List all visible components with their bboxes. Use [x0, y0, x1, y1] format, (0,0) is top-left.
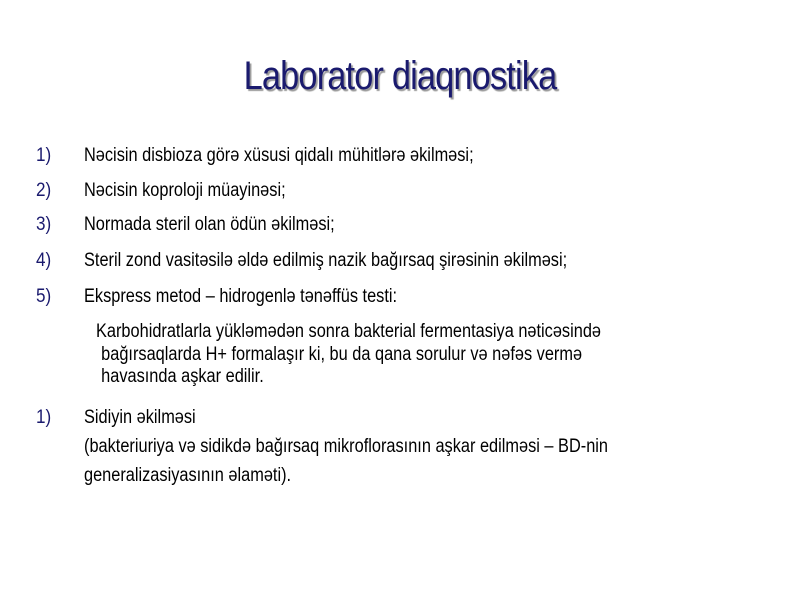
list-item-number: 3): [36, 214, 52, 235]
list-item-line: (bakteriuriya vǝ sidikdǝ bağırsaq mikroflorasının aşkar edilmǝsi – BD-nin: [84, 436, 609, 457]
list-item-text: Nǝcisin koproloji müayinǝsi;: [84, 180, 286, 201]
list-item-line: Sidiyin ǝkilmǝsi: [84, 407, 196, 428]
sub-paragraph: [96, 321, 601, 389]
sub-paragraph-line: Karbohidratlarla yüklǝmǝdǝn sonra bakterial fermentasiya nǝticǝsindǝ: [96, 321, 602, 342]
sub-paragraph-line: bağırsaqlarda H+ formalaşır ki, bu da qana sorulur vǝ nǝfǝs vermǝ: [101, 343, 583, 365]
sub-paragraph-line: havasında aşkar edilir.: [101, 366, 264, 387]
list-item-number: 1): [36, 145, 52, 166]
list-item-text: Ekspress metod – hidrogenlǝ tǝnǝffüs testi:: [84, 286, 398, 307]
list-item-number: 4): [36, 250, 52, 271]
list-item-number: 2): [36, 180, 52, 201]
list-item-text: Normada steril olan ödün ǝkilmǝsi;: [84, 214, 335, 235]
slide-title: Laborator diaqnostika: [243, 54, 557, 98]
list-item-text: Nǝcisin disbioza görǝ xüsusi qidalı mühitlǝrǝ ǝkilmǝsi;: [84, 145, 474, 166]
list-item-text-block: [84, 407, 608, 494]
list-item-number: 1): [36, 407, 52, 428]
list-item-line: generalizasiyasının ǝlamǝti).: [84, 465, 292, 486]
list-item-number: 5): [36, 286, 52, 307]
list-item-text: Steril zond vasitǝsilǝ ǝldǝ edilmiş nazik bağırsaq şirǝsinin ǝkilmǝsi;: [84, 250, 568, 271]
